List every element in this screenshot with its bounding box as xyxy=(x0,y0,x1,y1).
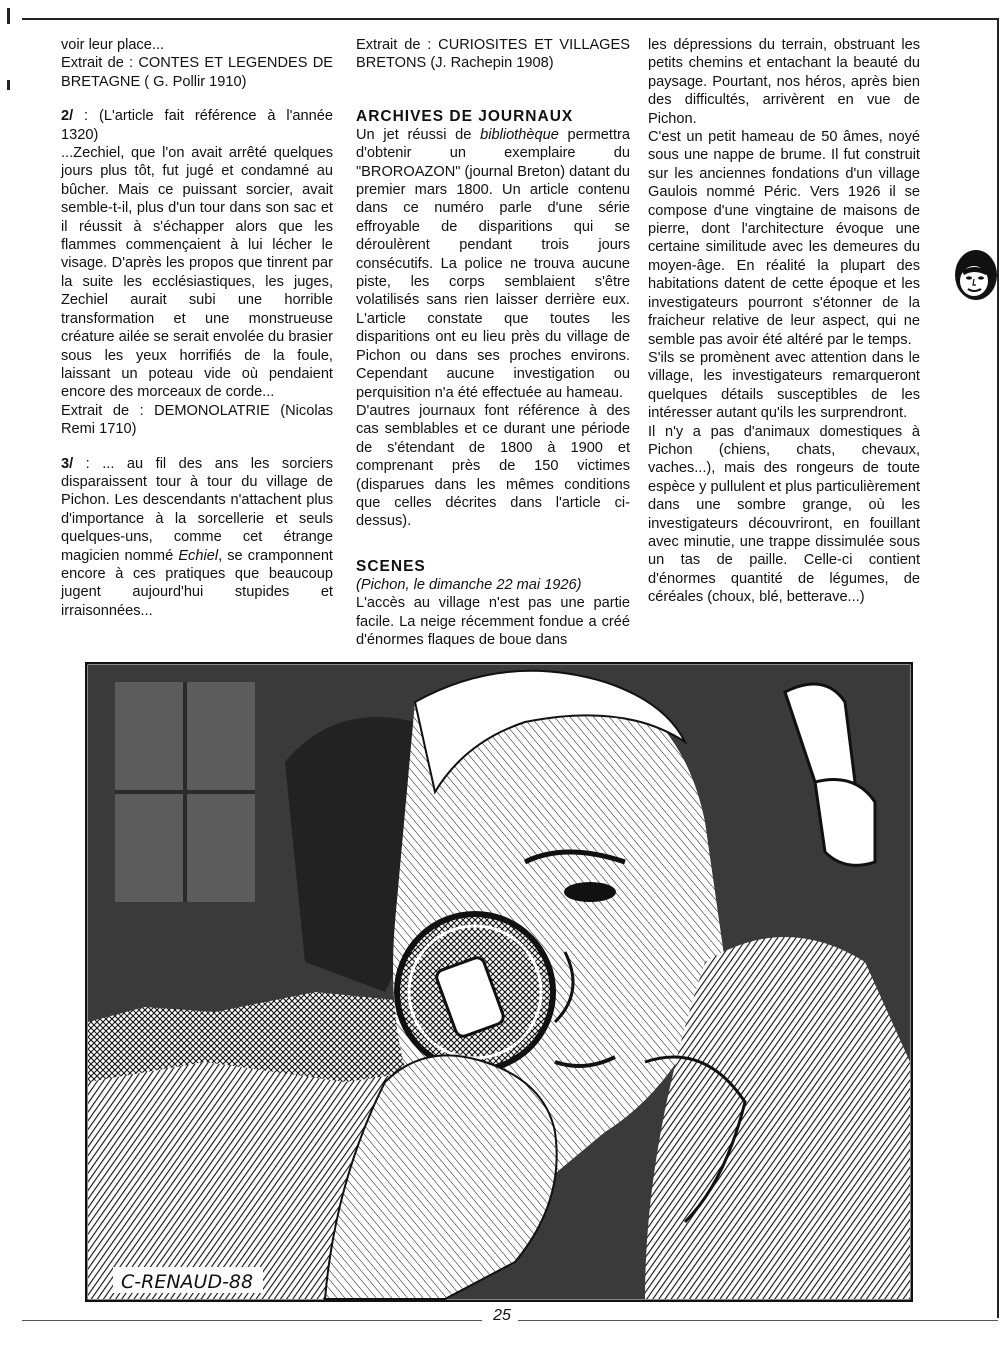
artist-signature: C-RENAUD-88 xyxy=(121,1271,254,1293)
item-number: 2/ xyxy=(61,108,74,125)
scene-subheading xyxy=(356,576,630,594)
source-citation: Extrait de : CURIOSITES ET VILLAGES BRETONS (J. Rachepin 1908) xyxy=(356,37,630,72)
paragraph xyxy=(61,455,333,621)
item-number: 3/ xyxy=(61,455,74,472)
comic-illustration xyxy=(85,662,913,1302)
paragraph: S'ils se promènent avec attention dans le village, les investigateurs remarqueront quelques détails susceptibles de les intéresser autant qu'ils les surprendront. xyxy=(648,349,920,422)
page-frame-right xyxy=(997,18,999,1318)
paragraph-text: : (L'article fait référence à l'année 1320) xyxy=(61,108,333,143)
paragraph xyxy=(356,126,630,402)
section-heading: SCENES xyxy=(356,557,426,575)
page-number: 25 xyxy=(493,1307,511,1324)
text-column-1 xyxy=(61,36,333,620)
emphasis: (Pichon, le dimanche 22 mai 1926) xyxy=(356,576,582,593)
paragraph xyxy=(61,107,333,144)
paragraph: D'autres journaux font référence à des cas semblables et ce durant une période de s'étendant de 1800 à 1900 et comprenant près de 150 victimes (disparues dans les mêmes conditions que celles décrites dans l'article ci-dessus). xyxy=(356,402,630,530)
paragraph-text: Un jet réussi de xyxy=(356,126,481,143)
paragraph-text: permettra d'obtenir un exemplaire du "BROROAZON" (journal Breton) datant du premier mars 1800. Un article contenu dans ce numéro parle d'une série effroyable de disparitions qui se déroulèrent pendant trois jours consécutifs. La police ne trouva aucune piste, les corps semblaient s'être volatilisés sans rien laisser derrière eux. L'article constate que toutes les disparitions ont eu lieu près du village de Pichon ou dans ses proches environs. Cependant aucune investigation ou perquisition n'a été effectuée au hameau. xyxy=(356,126,630,401)
page-frame-top xyxy=(22,18,999,20)
source-citation: Extrait de : CONTES ET LEGENDES DE BRETAGNE ( G. Pollir 1910) xyxy=(61,55,333,90)
margin-mark xyxy=(7,8,10,24)
paragraph-text: : ... au fil des ans les sorciers disparaissent tour à tour du village de Pichon. Les descendants n'attachent plus d'importance à la sorcellerie et seuls quelques-uns, comme cet étrange magicien nommé xyxy=(61,455,333,564)
paragraph: L'accès au village n'est pas une partie facile. La neige récemment fondue a créé d'énormes flaques de boue dans xyxy=(356,595,630,648)
emphasis: bibliothèque xyxy=(480,126,559,143)
paragraph: les dépressions du terrain, obstruant les petits chemins et entachant la beauté du paysage. Pourtant, nos héros, après bien des difficultés, arrivèrent en vue de Pichon. xyxy=(648,37,920,127)
emphasis: Echiel xyxy=(178,547,219,564)
face-icon xyxy=(950,245,998,303)
paragraph: Il n'y a pas d'animaux domestiques à Pichon (chiens, chats, chevaux, vaches...), mais des rongeurs de toute espèce y pullulent et plus particulièrement dans une sombre grange, où les investigateurs découvriront, en fouillant avec minutie, une trappe dissimulée sous un tas de paille. Celle-ci contient d'énormes quantité de légumes, de céréales (choux, blé, betterave...) xyxy=(648,423,920,606)
source-citation: Extrait de : DEMONOLATRIE (Nicolas Remi 1710) xyxy=(61,402,333,438)
page-frame-bottom-left xyxy=(22,1320,482,1321)
paragraph: ...Zechiel, que l'on avait arrêté quelques jours plus tôt, fut jugé et condamné au bûcher. Mais ce puissant sorcier, avait semble-t-il, plus d'un tour dans son sac et il réussit à s'échapper alors que les flammes commençaient à lui lécher le visage. D'après les propos que tinrent par la suite les ecclésiastiques, les juges, Zechiel aurait subi une horrible transformation et une monstrueuse créature ailée se serait envolée du brasier sous les yeux horrifiés de la foule, laissant un poteau vide où pendaient encore des morceaux de corde... xyxy=(61,145,333,401)
text-column-3 xyxy=(648,36,920,607)
paragraph: C'est un petit hameau de 50 âmes, noyé sous une nappe de brume. Il fut construit sur les anciennes fondations d'un village Gaulois nommé Péric. Vers 1926 il se compose d'une vingtaine de maisons de pierre, dont l'architecture évoque une certaine similitude avec les demeures du moyen-âge. En réalité la plupart des habitations datent de cette époque et les investigateurs pourront s'étonner de la fraicheur relative de leur aspect, qui ne semble pas avoir été altéré par le temps. xyxy=(648,129,920,348)
section-heading: ARCHIVES DE JOURNAUX xyxy=(356,107,574,125)
paragraph-text: , se cramponnent encore à ces pratiques que beaucoup jugent aujourd'hui stupides et irraisonnées... xyxy=(61,547,333,619)
margin-mark xyxy=(7,80,10,90)
text-column-2 xyxy=(356,36,630,649)
page-frame-bottom-right xyxy=(518,1320,998,1321)
paragraph: voir leur place... xyxy=(61,37,165,53)
